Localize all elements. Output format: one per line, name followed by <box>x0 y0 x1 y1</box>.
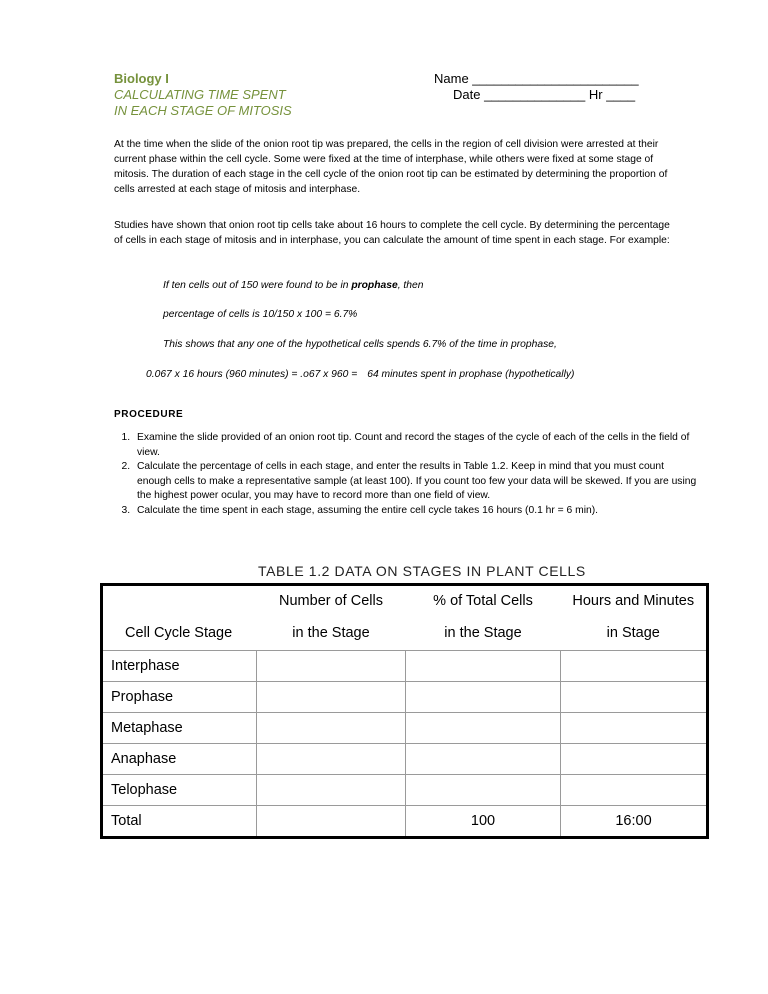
table-row <box>102 774 708 805</box>
header-cell: Cell Cycle Stage <box>125 624 233 641</box>
stage-label: Prophase <box>102 681 257 712</box>
example-result: 64 minutes spent in prophase (hypothetically) <box>367 369 575 380</box>
name-field[interactable]: Name _______________________ <box>434 71 639 86</box>
table-title: TABLE 1.2 DATA ON STAGES IN PLANT CELLS <box>258 563 586 579</box>
count-cell[interactable] <box>257 743 406 774</box>
time-cell[interactable] <box>561 712 708 743</box>
stage-label: Interphase <box>102 650 257 681</box>
percent-cell[interactable] <box>406 712 561 743</box>
percent-cell[interactable] <box>406 681 561 712</box>
header-cell: % of Total Cells <box>433 593 533 609</box>
example-line-1-start: If ten cells out of 150 were found to be in <box>163 280 352 291</box>
time-total: 16:00 <box>561 805 708 837</box>
procedure-step: 3. Calculate the time spent in each stage, assuming the entire cell cycle takes 16 hours (0.1 hr = 6 min). <box>133 504 699 519</box>
example-line-1 <box>163 279 423 293</box>
table-header-row <box>102 616 708 650</box>
header-cell: in the Stage <box>444 624 522 641</box>
count-cell[interactable] <box>257 805 406 837</box>
table-row <box>102 650 708 681</box>
intro-paragraph-2: Studies have shown that onion root tip cells take about 16 hours to complete the cell cycle. By determining the percentage of cells in each stage of mitosis and in interphase, you can calculate the amount of time spent in each stage. For example: <box>114 220 670 246</box>
time-cell[interactable] <box>561 743 708 774</box>
example-calculation: 0.067 x 16 hours (960 minutes) = .o67 x 960 = <box>146 369 358 380</box>
stage-label: Telophase <box>102 774 257 805</box>
table-total-row <box>102 805 708 837</box>
table-row <box>102 681 708 712</box>
percent-total: 100 <box>406 805 561 837</box>
table-row <box>102 743 708 774</box>
student-info <box>434 71 639 103</box>
table-row <box>102 712 708 743</box>
procedure-step: 2. Calculate the percentage of cells in each stage, and enter the results in Table 1.2. Keep in mind that you must count enough cells to make a representative sample (at least 100). If you count too few your data will be skewed. If you are using the highest power ocular, you may have to record more than one field of view. <box>133 460 699 504</box>
count-cell[interactable] <box>257 681 406 712</box>
stage-label: Anaphase <box>102 743 257 774</box>
header-cell <box>102 585 257 617</box>
worksheet-title-line2: IN EACH STAGE OF MITOSIS <box>114 103 292 118</box>
time-cell[interactable] <box>561 681 708 712</box>
header-cell: in the Stage <box>292 624 370 641</box>
worksheet-title-line1: CALCULATING TIME SPENT <box>114 87 286 102</box>
count-cell[interactable] <box>257 650 406 681</box>
procedure-step: 1. Examine the slide provided of an onion root tip. Count and record the stages of the cycle of each of the cells in the field of view. <box>133 431 699 460</box>
time-cell[interactable] <box>561 774 708 805</box>
document-header-left <box>114 71 292 119</box>
stages-data-table <box>100 583 709 839</box>
header-cell: in Stage <box>606 624 660 641</box>
percent-cell[interactable] <box>406 774 561 805</box>
stage-label: Metaphase <box>102 712 257 743</box>
header-cell: Number of Cells <box>279 593 383 609</box>
time-cell[interactable] <box>561 650 708 681</box>
count-cell[interactable] <box>257 712 406 743</box>
procedure-steps <box>114 431 699 518</box>
intro-paragraph-1: At the time when the slide of the onion root tip was prepared, the cells in the region of cell division were arrested at their current phase within the cell cycle. Some were fixed at the time of interphase, while others were fixed at some stage of mitosis. The duration of each stage in the cell cycle of the onion root tip can be estimated by determining the proportion of cells arrested at each stage of mitosis and interphase. <box>114 139 668 195</box>
date-hour-field[interactable]: Date ______________ Hr ____ <box>453 87 636 102</box>
course-name: Biology I <box>114 71 169 86</box>
example-line-3: This shows that any one of the hypothetical cells spends 6.7% of the time in prophase, <box>163 339 557 350</box>
table-header-row <box>102 585 708 617</box>
procedure-heading: PROCEDURE <box>114 409 184 420</box>
example-prophase-bold: prophase <box>351 280 398 291</box>
example-line-4 <box>146 368 574 382</box>
percent-cell[interactable] <box>406 743 561 774</box>
percent-cell[interactable] <box>406 650 561 681</box>
count-cell[interactable] <box>257 774 406 805</box>
example-line-1-end: , then <box>397 280 424 291</box>
stage-label: Total <box>102 805 257 837</box>
example-line-2: percentage of cells is 10/150 x 100 = 6.7% <box>163 309 358 320</box>
header-cell: Hours and Minutes <box>572 593 695 609</box>
